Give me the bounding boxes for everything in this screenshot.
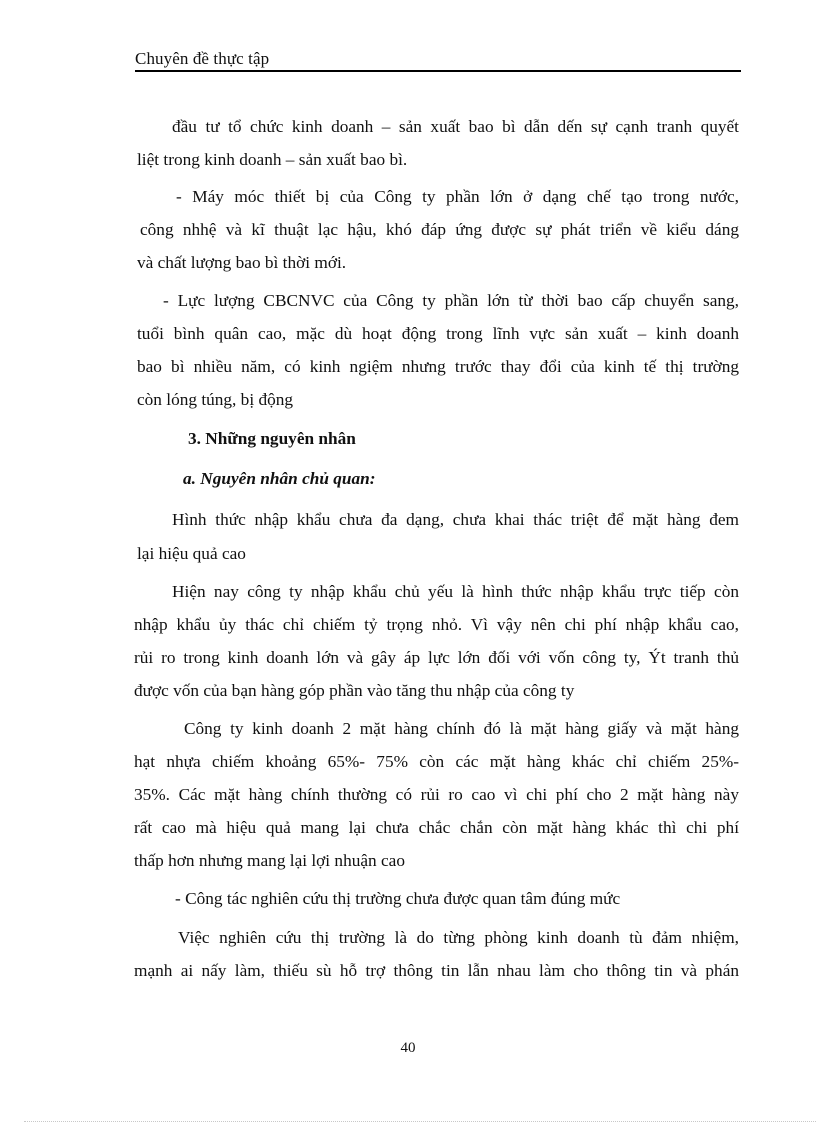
paragraph-line: công nhhệ và kĩ thuật lạc hậu, khó đáp ứng được sự phát triển về kiểu dáng [140,220,739,239]
paragraph-line: còn lóng túng, bị động [137,390,294,409]
paragraph-line: 35%. Các mặt hàng chính thường có rủi ro cao vì chi phí cho 2 mặt hàng này [134,785,739,804]
paragraph-line: được vốn của bạn hàng góp phần vào tăng thu nhập của công ty [134,681,575,700]
section-heading: 3. Những nguyên nhân [188,429,356,448]
paragraph-line: thấp hơn nhưng mang lại lợi nhuận cao [134,851,405,870]
subsection-heading: a. Nguyên nhân chủ quan: [183,469,376,488]
paragraph-line: Công ty kinh doanh 2 mặt hàng chính đó là mặt hàng giấy và mặt hàng [184,719,739,738]
paragraph-line: rất cao mà hiệu quả mang lại chưa chắc chắn còn mặt hàng khác thì chi phí [134,818,739,837]
paragraph-line: - Máy móc thiết bị của Công ty phần lớn ở dạng chế tạo trong nước, [176,187,739,206]
page-edge-divider [24,1121,816,1122]
paragraph-line: và chất lượng bao bì thời mới. [137,253,347,272]
paragraph-line: Hiện nay công ty nhập khẩu chủ yếu là hình thức nhập khẩu trực tiếp còn [172,582,739,601]
paragraph-line: đầu tư tổ chức kinh doanh – sản xuất bao bì dẫn dến sự cạnh tranh quyết [172,117,739,136]
paragraph-line: lại hiệu quả cao [137,544,246,563]
paragraph-line: Việc nghiên cứu thị trường là do từng phòng kinh doanh tù đảm nhiệm, [178,928,739,947]
paragraph-line: nhập khẩu ủy thác chỉ chiếm tỷ trọng nhỏ. Vì vậy nên chi phí nhập khẩu cao, [134,615,739,634]
paragraph-line: tuổi bình quân cao, mặc dù hoạt động trong lĩnh vực sản xuất – kinh doanh [137,324,739,343]
paragraph-line: mạnh ai nấy làm, thiếu sù hỗ trợ thông tin lẫn nhau làm cho thông tin và phán [134,961,739,980]
paragraph-line: bao bì nhiều năm, có kinh ngiệm nhưng trước thay đổi của kinh tế thị trường [137,357,739,376]
header-title: Chuyên đề thực tập [135,49,270,68]
paragraph-line: Hình thức nhập khẩu chưa đa dạng, chưa khai thác triệt để mặt hàng đem [172,510,739,529]
page-header [135,50,741,72]
paragraph-line: - Lực lượng CBCNVC của Công ty phần lớn từ thời bao cấp chuyển sang, [163,291,739,310]
paragraph-line: - Công tác nghiên cứu thị trường chưa được quan tâm đúng mức [175,889,621,908]
paragraph-line: liệt trong kinh doanh – sản xuất bao bì. [137,150,408,169]
page-number: 40 [400,1040,416,1056]
paragraph-line: hạt nhựa chiếm khoảng 65%- 75% còn các mặt hàng khác chỉ chiếm 25%- [134,752,739,771]
paragraph-line: rủi ro trong kinh doanh lớn và gây áp lực lớn đối với vốn công ty, Ýt tranh thủ [134,648,739,667]
